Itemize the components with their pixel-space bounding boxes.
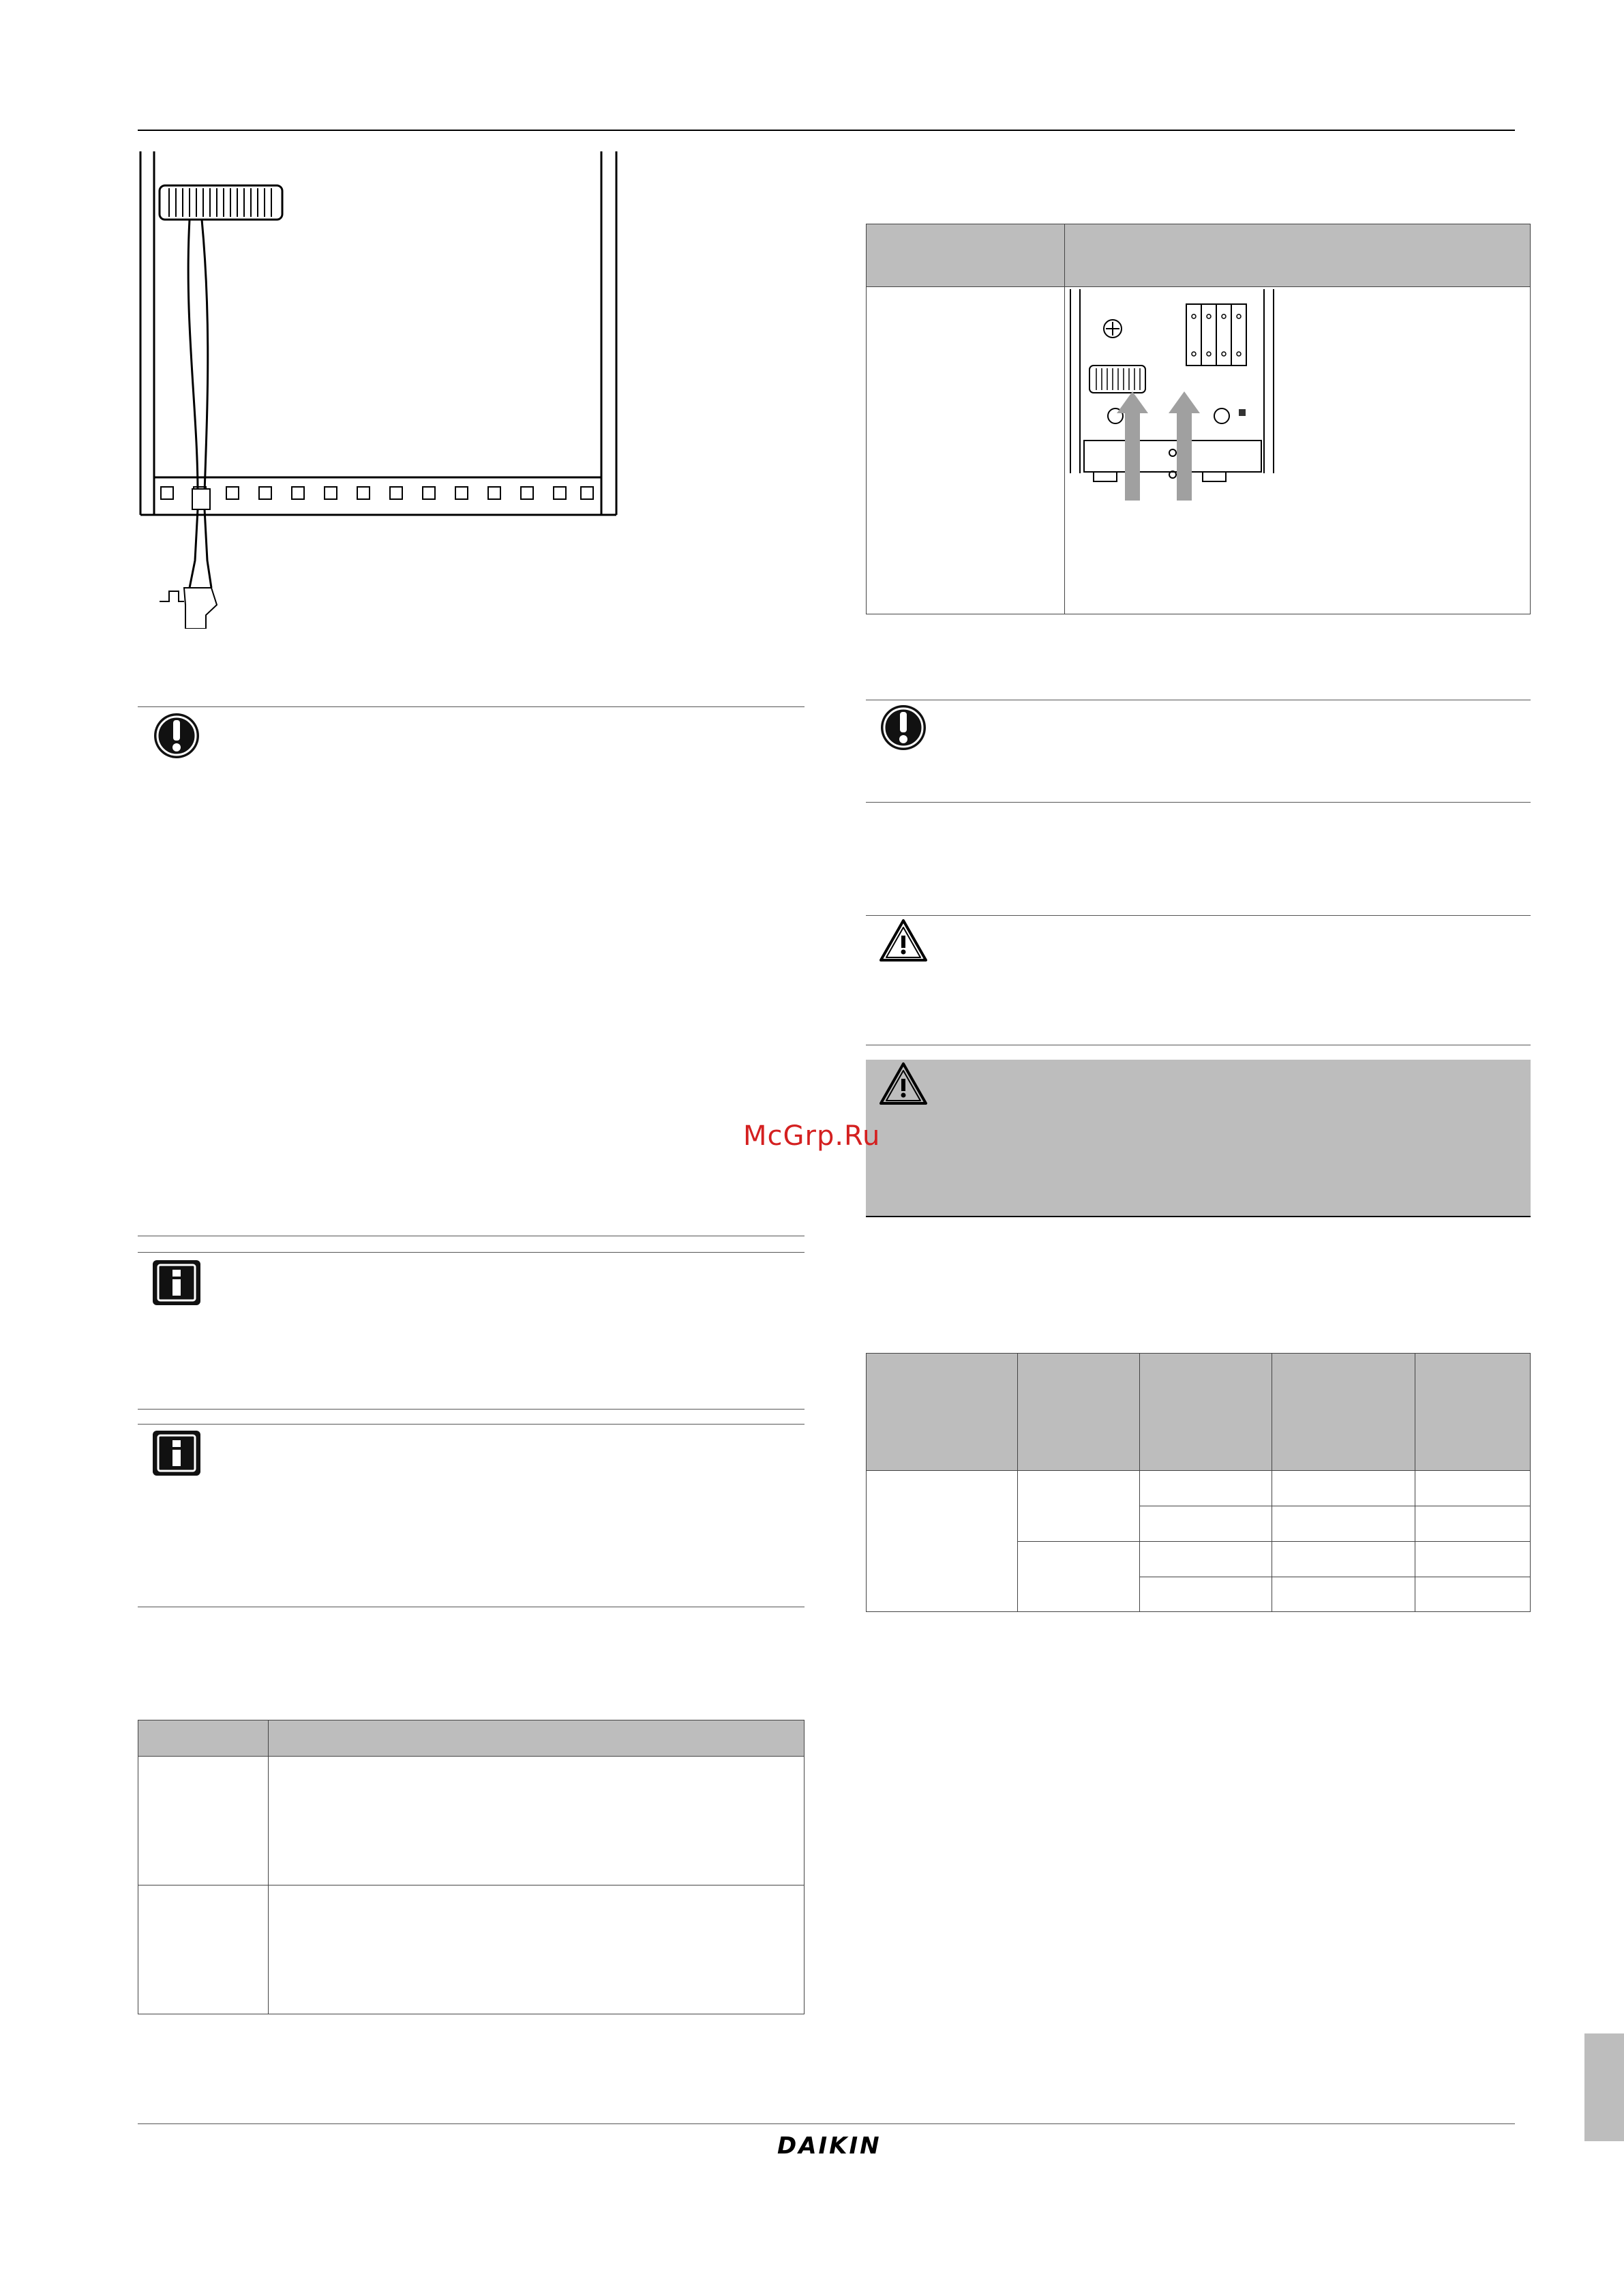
right-top-table-header-col-1 (866, 224, 1065, 287)
right-bottom-table-header-col-4 (1272, 1353, 1415, 1471)
right-bottom-table-r1-c5 (1415, 1470, 1531, 1506)
right-important-bottom-rule (866, 802, 1531, 803)
info-notice-2-top-rule-a (138, 1409, 805, 1410)
wiring-diagram-illustration (136, 151, 627, 629)
right-bottom-table-header-col-5 (1415, 1353, 1531, 1471)
daikin-logo: DAIKIN (777, 2132, 882, 2160)
right-bottom-table-r2-c5 (1415, 1506, 1531, 1542)
right-bottom-table-r3-c5 (1415, 1541, 1531, 1577)
left-table-row-1-col-1 (138, 1756, 269, 1885)
right-bottom-table-r2-c4 (1272, 1506, 1415, 1542)
right-bottom-table-header-col-2 (1017, 1353, 1140, 1471)
right-bottom-table-r4-c4 (1272, 1577, 1415, 1612)
info-notice-2-top-rule-b (138, 1424, 805, 1425)
right-bottom-table-r2-c3 (1139, 1506, 1272, 1542)
right-top-table-header-col-2 (1064, 224, 1531, 287)
left-table-header-col-1 (138, 1720, 269, 1757)
exclamation-circle-icon (878, 702, 929, 753)
warning-triangle-icon (878, 1061, 929, 1106)
header-rule (138, 130, 1515, 131)
important-notice-top-rule (138, 706, 805, 707)
footer-rule (138, 2123, 1515, 2124)
right-bottom-table-header-col-1 (866, 1353, 1018, 1471)
language-side-tab (1584, 2033, 1624, 2141)
info-square-icon (151, 1259, 202, 1307)
left-table-row-1-col-2 (268, 1756, 805, 1885)
right-bottom-table-r3-c4 (1272, 1541, 1415, 1577)
warning-triangle-icon (878, 918, 929, 963)
right-top-table-row-col-1 (866, 286, 1065, 614)
info-notice-1-top-rule-b (138, 1252, 805, 1253)
watermark-text: McGrp.Ru (743, 1120, 881, 1152)
right-bottom-table-r4-c5 (1415, 1577, 1531, 1612)
left-table-header-col-2 (268, 1720, 805, 1757)
right-bottom-table-header-col-3 (1139, 1353, 1272, 1471)
warning-shaded-box (866, 1060, 1531, 1217)
right-bottom-table-group-cell (866, 1470, 1018, 1612)
right-bottom-table-subgroup-1 (1017, 1470, 1140, 1542)
right-caution-top-rule (866, 915, 1531, 916)
unit-cable-entry-illustration (1065, 289, 1283, 507)
warning-shaded-box-bottom-rule (866, 1216, 1531, 1217)
right-bottom-table-r3-c3 (1139, 1541, 1272, 1577)
right-bottom-table-r1-c4 (1272, 1470, 1415, 1506)
right-bottom-table-subgroup-2 (1017, 1541, 1140, 1612)
right-bottom-table-r1-c3 (1139, 1470, 1272, 1506)
right-bottom-table-r4-c3 (1139, 1577, 1272, 1612)
exclamation-circle-icon (151, 711, 202, 761)
left-table-row-2-col-1 (138, 1885, 269, 2014)
info-square-icon (151, 1429, 202, 1477)
left-table-row-2-col-2 (268, 1885, 805, 2014)
